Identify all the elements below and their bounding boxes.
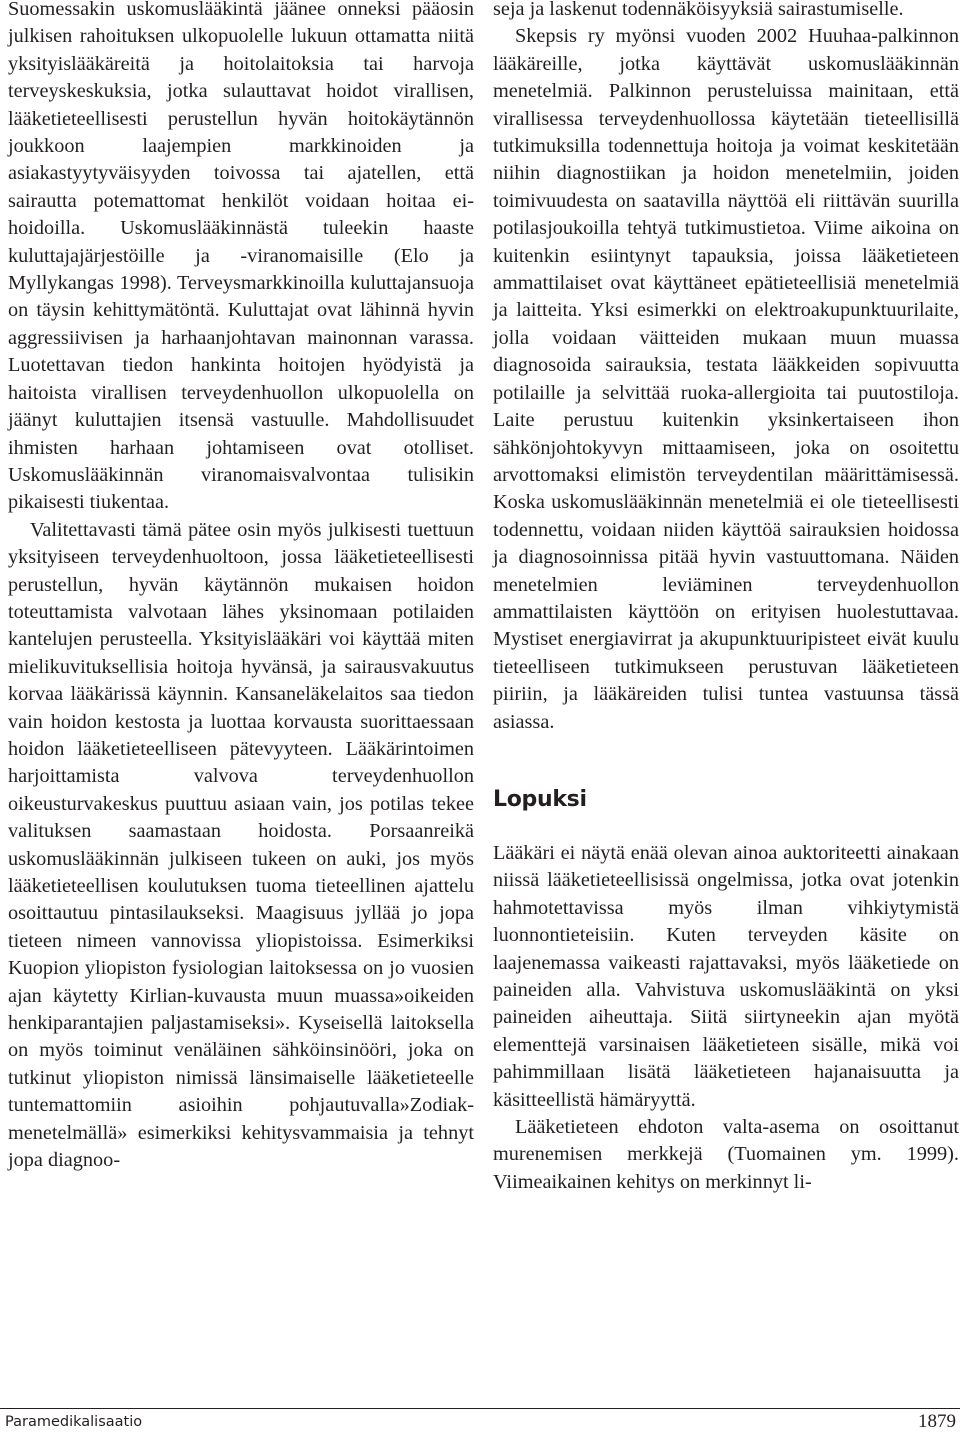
- page-number: 1879: [918, 1411, 956, 1432]
- body-paragraph: Lääketieteen ehdoton valta-asema on osoittanut murenemisen merkkejä (Tuomainen ym. 1999). Viimeaikainen kehitys on merkinnyt li-: [493, 1116, 959, 1193]
- body-paragraph: seja ja laskenut todennäköisyyksiä sairastumiselle.: [493, 0, 904, 20]
- section-heading: Lopuksi: [493, 786, 587, 812]
- body-paragraph: Skepsis ry myönsi vuoden 2002 Huuhaa-palkinnon lääkäreille, jotka käyttävät uskomuslääkinnän menetelmiä. Palkinnon perusteluissa mainitaan, että virallisessa terveydenhuollossa käytetään tieteellisillä tutkimuksilla todennettuja hoitoja ja voimat keskitetään niihin diagnostiikan ja hoidon menetelmiin, joiden toimivuudesta on saatavilla näyttöä eli riittävän suurilla potilasjoukoilla tehtyä tutkimustietoa. Viime aikoina on kuitenkin esiintynyt tapauksia, joissa lääketieteen ammattilaiset ovat käyttäneet epätieteellisiä menetelmiä ja laitteita. Yksi esimerkki on elektroakupunktuurilaite, jolla voidaan väitteiden mukaan muun muassa diagnosoida sairauksia, testata lääkkeiden sopivuutta potilaille ja selvittää ruoka-allergioita tai puutostiloja. Laite perustuu kuitenkin yksinkertaiseen ihon sähkönjohtokyvyn mittaamiseen, joka on osoitettu arvottomaksi elimistön terveydentilan määrittämisessä. Koska uskomuslääkinnän menetelmiä ei ole tieteellisesti todennettu, voidaan niiden käyttöä sairauksien hoidossa ja diagnosoinnissa pitää hyvin vastuuttomana. Näiden menetelmien leviäminen terveydenhuollon ammattilaisten käyttöön on erityisen huolestuttavaa. Mystiset energiavirrat ja akupunktuuripisteet eivät kuulu tieteelliseen tutkimukseen perustuvan lääketieteen piiriin, ja lääkäreiden tulisi tuntea vastuunsa tässä asiassa.: [493, 25, 959, 733]
- body-paragraph: Valitettavasti tämä pätee osin myös julkisesti tuettuun yksityiseen terveydenhuoltoon, jossa lääketieteellisesti perustellun, hyvän käytännön mukaisen hoidon toteuttamista valvotaan lähes yksinomaan potilaiden kantelujen perusteella. Yksityislääkäri voi käyttää miten mielikuvituksellisia hoitoja hyvänsä, ja sairausvakuutus korvaa lääkärissä käynnin. Kansaneläkelaitos saa tiedon vain hoidon kestosta ja luottaa korvausta suorittaessaan hoidon lääketieteelliseen pätevyyteen. Lääkärintoimen harjoittamista valvova terveydenhuollon oikeusturvakeskus puuttuu asiaan vain, jos potilas tekee valituksen saamastaan hoidosta. Porsaanreikä uskomuslääkinnän julkiseen tukeen on auki, jos myös lääketieteellisen koulutuksen tuoma tieteellinen ajattelu osoittautuu pintasilaukseksi. Maagisuus jyllää jo jopa tieteen nimeen vannovissa yliopistoissa. Esimerkiksi Kuopion yliopiston fysiologian laitoksessa on jo vuosien ajan käytetty Kirlian-kuvausta muun muassa»oikeiden henkiparantajien paljastamiseksi». Kyseisellä laitoksella on myös toiminut venäläinen sähköinsinööri, joka on tutkinut yliopiston nimissä länsimaiselle lääketieteelle tuntemattomiin asioihin pohjautuvalla»Zodiak-menetelmällä» esimerkiksi kehitysvammaisia ja tehnyt jopa diagnoo-: [8, 518, 474, 1172]
- body-paragraph: Lääkäri ei näytä enää olevan ainoa auktoriteetti ainakaan niissä lääketieteellisissä ongelmissa, jotka ovat jotenkin hahmotettavissa myös ilman vihkiytymistä luonnontieteisiin. Kuten terveyden käsite on laajenemassa vaikeasti rajattavaksi, myös lääketiede on paineiden alla. Vahvistuva uskomuslääkintä on yksi paineiden aiheuttaja. Siitä siirtyneekin ajan myötä elementtejä varsinaisen lääketieteen sisälle, mikä voi pahimmillaan lisätä lääketieteen hajanaisuutta ja käsitteellistä hämäryyttä.: [493, 841, 959, 1111]
- left-column: [8, 0, 474, 1174]
- footer-divider: [0, 1408, 960, 1409]
- body-paragraph: Suomessakin uskomuslääkintä jäänee onneksi pääosin julkisen rahoituksen ulkopuolelle lukuun ottamatta niitä yksityislääkäreitä ja hoitolaitoksia tai harvoja terveyskeskuksia, jotka sulauttavat hoidot virallisen, lääketieteellisesti perustellun hyvän hoitokäytännön joukkoon laajempien markkinoiden ja asiakastyytyväisyyden toivossa tai ajatellen, että sairautta potemattomat henkilöt voidaan hoitaa ei-hoidoilla. Uskomuslääkinnästä tuleekin haaste kuluttajajärjestöille ja -viranomaisille (Elo ja Myllykangas 1998). Terveysmarkkinoilla kuluttajansuoja on täysin kehittymätöntä. Kuluttajat ovat lähinnä hyvin aggressiivisen ja harhaanjohtavan mainonnan varassa. Luotettavan tiedon hankinta hoitojen hyödyistä ja haitoista virallisen terveydenhuollon ulkopuolella on jäänyt kuluttajien itsensä vastuulle. Mahdollisuudet ihmisten harhaan johtamiseen ovat otolliset. Uskomuslääkinnän viranomaisvalvontaa tulisikin pikaisesti tiukentaa.: [8, 0, 474, 514]
- page-footer: [0, 1408, 960, 1431]
- right-column: [493, 0, 959, 1196]
- journal-name: Paramedikalisaatio: [5, 1414, 143, 1430]
